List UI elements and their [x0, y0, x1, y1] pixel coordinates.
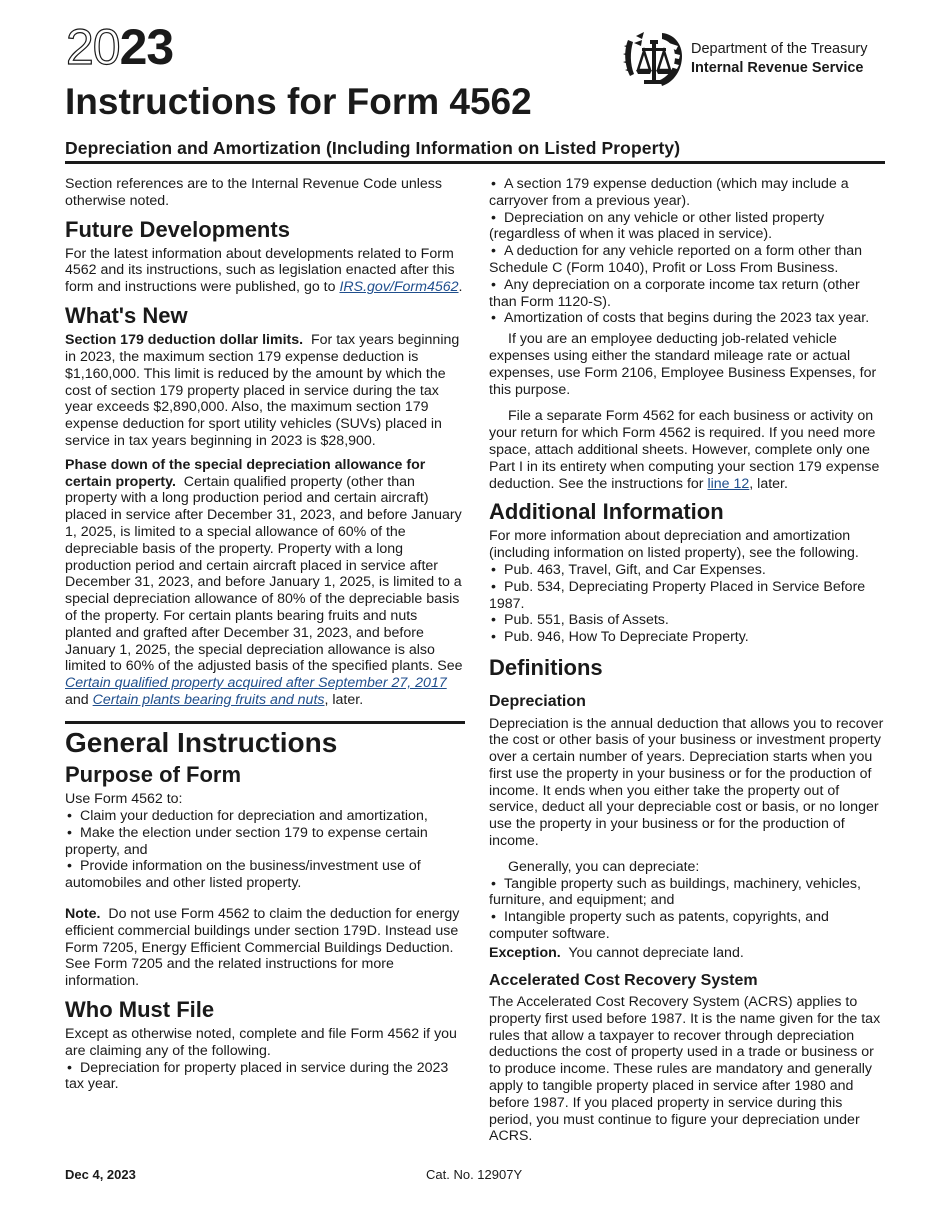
note-lead: Note. [65, 905, 101, 922]
year-solid: 23 [119, 19, 174, 75]
catalog-number: Cat. No. 12907Y [426, 1167, 523, 1182]
agency-block [622, 30, 868, 88]
who-must-file-bullet: • Amortization of costs that begins during the 2023 tax year. [489, 310, 887, 327]
who-must-file-bullet: • A section 179 expense deduction (which may include a carryover from a previous year). [489, 176, 887, 210]
section-179-limits-text: Section 179 deduction dollar limits. For tax years beginning in 2023, the maximum section 179 expense deduction is $1,160,000. This limit is reduced by the amount by which the cost of section 179 property placed in service during the tax year exceeds $2,890,000. Also, the maximum section 179 expense deduction for sport utility vehicles (SUVs) placed in service in tax years beginning in 2023 is $28,900. [65, 332, 460, 449]
certain-qualified-property-link[interactable]: Certain qualified property acquired after September 27, 2017 [65, 675, 447, 692]
line-12-link[interactable]: line 12 [707, 475, 750, 492]
year-heading [66, 19, 174, 75]
heading-acrs: Accelerated Cost Recovery System [489, 971, 758, 989]
intro-text: Section references are to the Internal Revenue Code unless otherwise noted. [65, 176, 442, 209]
year-outline: 20 [66, 19, 120, 75]
purpose-bullet: • Make the election under section 179 to expense certain property, and [65, 825, 465, 859]
right-column [489, 176, 887, 1145]
heading-definitions: Definitions [489, 655, 603, 681]
irs-eagle-logo-icon [622, 30, 686, 88]
publication-item: • Pub. 551, Basis of Assets. [489, 612, 887, 629]
left-column [65, 176, 465, 1093]
agency-department: Department of the Treasury [691, 41, 868, 57]
note-text: Note. Do not use Form 4562 to claim the deduction for energy efficient commercial buildings under section 179D. Instead use Form 7205, Energy Efficient Commercial Buildings Deduction. See Form 7205 and the related instructions for more information. [65, 905, 460, 990]
exception-text: Exception. You cannot depreciate land. [489, 944, 744, 961]
who-must-file-bullet: • Any depreciation on a corporate income tax return (other than Form 1120-S). [489, 277, 887, 311]
employee-vehicle-text: If you are an employee deducting job-related vehicle expenses using either the standard mileage rate or actual expenses, use Form 2106, Employee Business Expenses, for this purpose. [489, 331, 877, 398]
exception-lead: Exception. [489, 944, 561, 961]
section-divider [65, 721, 465, 724]
irs-gov-form4562-link[interactable]: IRS.gov/Form4562 [339, 279, 459, 296]
certain-plants-link[interactable]: Certain plants bearing fruits and nuts [92, 691, 325, 708]
publication-item: • Pub. 946, How To Depreciate Property. [489, 629, 887, 646]
spacer [65, 892, 465, 906]
future-developments-text: For the latest information about developments related to Form 4562 and its instructions, such as legislation enacted after this form and instructions were published, go to IRS.gov/Form4562. [65, 245, 463, 296]
agency-irs: Internal Revenue Service [691, 60, 864, 76]
header-divider [65, 161, 885, 164]
heading-depreciation: Depreciation [489, 693, 586, 711]
generally-text: Generally, you can depreciate: [508, 858, 700, 875]
publication-item: • Pub. 534, Depreciating Property Placed in Service Before 1987. [489, 579, 887, 613]
acrs-text: The Accelerated Cost Recovery System (ACRS) applies to property first used before 1987. It is the name given for the tax rules that allow a taxpayer to recover through depreciation deductions the cost of property used in a trade or business or to produce income. These rules are mandatory and generally apply to tangible property placed in service after 1980 and before 1987. If you placed property in service during this period, you must continue to figure your depreciation under ACRS. [489, 994, 881, 1145]
phase-down-lead: Phase down of the special depreciation allowance for certain property. [65, 456, 426, 490]
page-title: Instructions for Form 4562 [65, 81, 532, 122]
purpose-intro: Use Form 4562 to: [65, 791, 183, 808]
who-must-file-intro: Except as otherwise noted, complete and file Form 4562 if you are claiming any of the following. [65, 1026, 457, 1059]
separate-form-text: File a separate Form 4562 for each business or activity on your return for which Form 4562 is required. If you need more space, attach additional sheets. However, complete only one Part I in its entirety when computing your section 179 expense deduction. See the instructions for line 12, later. [489, 408, 880, 492]
who-must-file-bullet: • A deduction for any vehicle reported on a form other than Schedule C (Form 1040), Profit or Loss From Business. [489, 243, 887, 277]
heading-additional-information: Additional Information [489, 499, 724, 525]
depreciable-property-bullet: • Tangible property such as buildings, machinery, vehicles, furniture, and equipment; and [489, 876, 887, 910]
depreciation-text: Depreciation is the annual deduction that allows you to recover the cost or other basis of your business or investment property over a certain number of years. Depreciation starts when you first use the property in your business or for the production of income. It ends when you either take the property out of service, deduct all your depreciable cost or basis, or no longer use the property in your business or for the production of income. [489, 715, 884, 850]
who-must-file-bullet: • Depreciation for property placed in service during the 2023 tax year. [65, 1060, 465, 1094]
heading-who-must-file: Who Must File [65, 996, 215, 1022]
phase-down-text: Phase down of the special depreciation allowance for certain property. Certain qualified property (other than property with a long production period and certain aircraft) placed in service after December 31, 2023, and before January 1, 2025, is limited to a special allowance of 60% of the depreciable basis of the property. Property with a long production period and certain aircraft placed in service after December 31, 2023, and before January 1, 2025, is limited to a special depreciation allowance of 80% of the depreciable basis of the property. For certain plants bearing fruits and nuts planted and grafted after December 31, 2023, and before January 1, 2025, the special depreciation allowance is also limited to 60% of the adjusted basis of the specified plants. See Certain qualified property acquired after September 27, 2017 and Certain plants bearing fruits and nuts, later. [65, 456, 463, 708]
heading-purpose-of-form: Purpose of Form [65, 762, 242, 788]
heading-general-instructions: General Instructions [65, 726, 338, 758]
additional-info-intro: For more information about depreciation and amortization (including information on listed property), see the following. [489, 528, 859, 562]
section-179-lead: Section 179 deduction dollar limits. [65, 332, 304, 349]
revision-date: Dec 4, 2023 [65, 1167, 136, 1182]
depreciable-property-bullet: • Intangible property such as patents, copyrights, and computer software. [489, 909, 887, 943]
agency-text [691, 40, 868, 78]
purpose-bullet: • Provide information on the business/investment use of automobiles and other listed property. [65, 858, 465, 892]
page-subtitle: Depreciation and Amortization (Including Information on Listed Property) [65, 138, 681, 158]
heading-whats-new: What's New [65, 303, 188, 329]
who-must-file-bullet: • Depreciation on any vehicle or other listed property (regardless of when it was placed in service). [489, 210, 887, 244]
publication-item: • Pub. 463, Travel, Gift, and Car Expenses. [489, 562, 887, 579]
purpose-bullet: • Claim your deduction for depreciation and amortization, [65, 808, 465, 825]
heading-future-developments: Future Developments [65, 216, 290, 242]
